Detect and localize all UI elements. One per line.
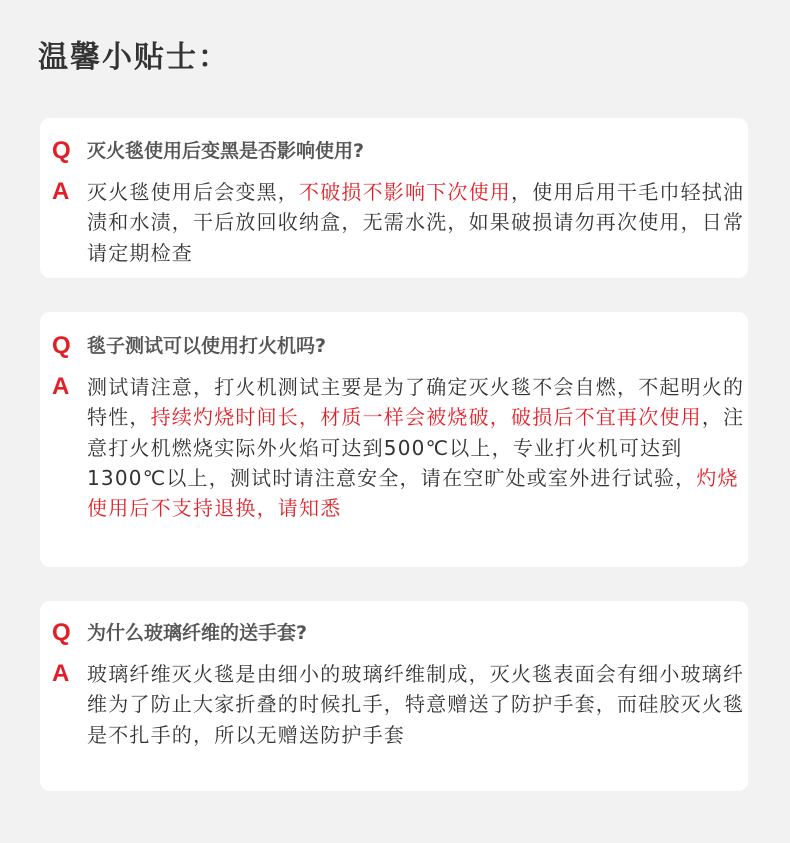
question-row xyxy=(40,137,748,165)
answer-highlight: 持续灼烧时间长，材质一样会被烧破，破损后不宜再次使用 xyxy=(150,405,702,430)
q-letter: Q xyxy=(52,332,71,359)
faq-card xyxy=(40,312,748,567)
answer-segment: 测试请注意，打火机测试主要是为了确定灭火毯不会自燃，不起明火的特性， xyxy=(87,375,745,430)
faq-card xyxy=(40,601,748,791)
question-text: 灭火毯使用后变黑是否影响使用? xyxy=(87,140,365,162)
answer-text xyxy=(87,659,745,750)
a-letter: A xyxy=(52,660,70,687)
question-row xyxy=(40,332,748,360)
question-text: 毯子测试可以使用打火机吗? xyxy=(87,335,327,357)
answer-highlight: 灼烧使用后不支持退换，请知悉 xyxy=(87,465,739,521)
answer-highlight: 不破损不影响下次使用 xyxy=(299,180,511,204)
question-row xyxy=(40,619,748,647)
a-letter: A xyxy=(52,178,70,205)
page-title: 温馨小贴士： xyxy=(38,40,230,75)
answer-segment: 玻璃纤维灭火毯是由细小的玻璃纤维制成，灭火毯表面会有细小玻璃纤维为了防止大家折叠的时候扎手，特意赠送了防护手套，而硅胶灭火毯是不扎手的，所以无赠送防护手套 xyxy=(87,662,745,747)
answer-segment: ，使用后用干毛巾轻拭油渍和水渍，干后放回收纳盒，无需水洗，如果破损请勿再次使用，日常请定期检查 xyxy=(87,180,745,265)
answer-text xyxy=(87,372,745,523)
answer-text xyxy=(87,177,745,268)
answer-segment: 灭火毯使用后会变黑， xyxy=(87,180,299,204)
answer-segment: ，注意打火机燃烧实际外火焰可达到500℃以上，专业打火机可达到1300℃以上，测试时请注意安全，请在空旷处或室外进行试验， xyxy=(87,405,745,490)
question-text: 为什么玻璃纤维的送手套? xyxy=(87,622,308,644)
q-letter: Q xyxy=(52,619,71,646)
faq-card xyxy=(40,118,748,278)
q-letter: Q xyxy=(52,137,71,164)
a-letter: A xyxy=(52,373,70,400)
